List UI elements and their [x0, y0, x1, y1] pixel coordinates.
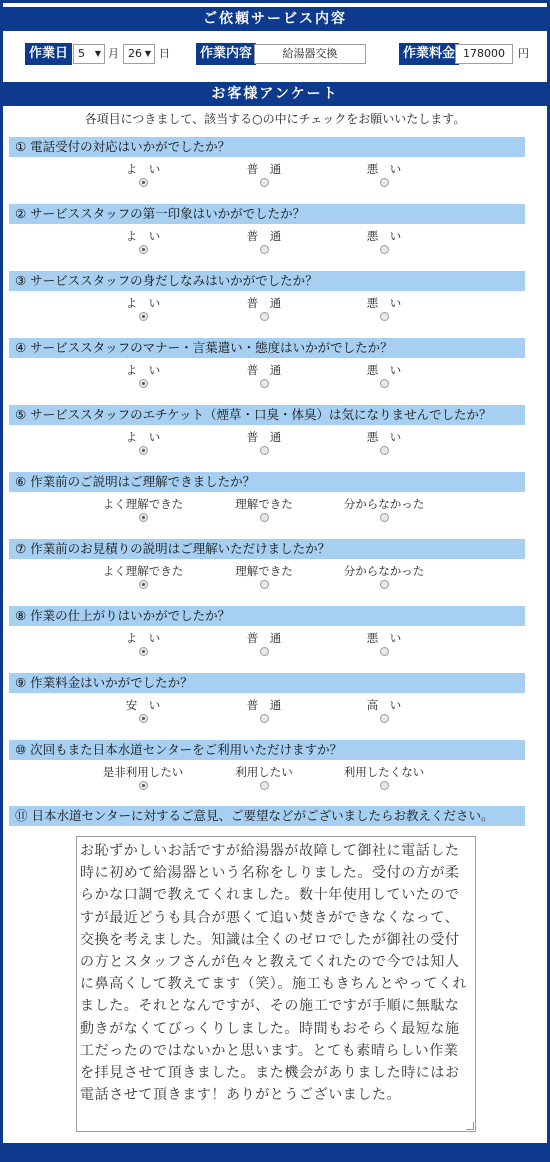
question-4-label: ④ サービススタッフのマナー・言葉遣い・態度はいかがでしたか？ — [9, 338, 525, 358]
option-label: 普 通 — [246, 631, 282, 645]
radio-button[interactable] — [260, 245, 269, 254]
radio-button[interactable] — [260, 580, 269, 589]
question-1-option-1 — [83, 162, 203, 187]
intro-text: 各項目につきまして、該当する○の中にチェックをお願いいたします。 — [84, 112, 466, 126]
work-date-label: 作業日 — [25, 43, 72, 65]
question-3-option-1 — [83, 296, 203, 321]
radio-button[interactable] — [260, 178, 269, 187]
radio-button[interactable] — [380, 580, 389, 589]
question-8-option-2 — [204, 631, 324, 656]
option-label: 普 通 — [246, 296, 282, 310]
radio-button[interactable] — [139, 379, 148, 388]
radio-button[interactable] — [260, 714, 269, 723]
question-9-option-2 — [204, 698, 324, 723]
option-label: よ い — [125, 162, 161, 176]
month-suffix: 月 — [108, 47, 119, 60]
radio-button[interactable] — [139, 781, 148, 790]
question-10-option-2 — [204, 765, 324, 790]
question-3-option-2 — [204, 296, 324, 321]
question-10-option-3 — [324, 765, 444, 790]
option-label: 普 通 — [246, 698, 282, 712]
radio-button[interactable] — [139, 513, 148, 522]
question-4-option-3 — [324, 363, 444, 388]
question-2-option-2 — [204, 229, 324, 254]
chevron-down-icon: ▼ — [144, 49, 151, 58]
question-9-option-3 — [324, 698, 444, 723]
radio-button[interactable] — [139, 714, 148, 723]
question-8-option-1 — [83, 631, 203, 656]
day-value: 26 — [128, 47, 142, 60]
day-select[interactable] — [123, 44, 155, 64]
work-content-label: 作業内容 — [196, 43, 256, 65]
question-7-option-3 — [324, 564, 444, 589]
question-1-option-3 — [324, 162, 444, 187]
radio-button[interactable] — [139, 312, 148, 321]
question-2-option-1 — [83, 229, 203, 254]
option-label: 悪 い — [366, 430, 402, 444]
option-label: よ い — [125, 363, 161, 377]
option-label: 理解できた — [235, 497, 293, 511]
radio-button[interactable] — [260, 513, 269, 522]
option-label: 悪 い — [366, 162, 402, 176]
option-label: 普 通 — [246, 162, 282, 176]
footer-bar — [3, 1143, 547, 1159]
radio-button[interactable] — [380, 781, 389, 790]
option-label: 理解できた — [235, 564, 293, 578]
question-4-option-1 — [83, 363, 203, 388]
question-7-option-1 — [83, 564, 203, 589]
option-label: 普 通 — [246, 229, 282, 243]
radio-button[interactable] — [380, 379, 389, 388]
option-label: よ い — [125, 430, 161, 444]
radio-button[interactable] — [260, 312, 269, 321]
question-2-option-3 — [324, 229, 444, 254]
radio-button[interactable] — [260, 379, 269, 388]
option-label: 悪 い — [366, 631, 402, 645]
question-3-option-3 — [324, 296, 444, 321]
option-label: よ い — [125, 296, 161, 310]
question-1-label: ① 電話受付の対応はいかがでしたか？ — [9, 137, 525, 157]
service-header: ご依頼サービス内容 — [3, 7, 547, 31]
radio-button[interactable] — [139, 446, 148, 455]
question-5-label: ⑤ サービススタッフのエチケット（煙草・口臭・体臭）は気になりませんでしたか？ — [9, 405, 525, 425]
question-4-option-2 — [204, 363, 324, 388]
question-11-label: ⑪ 日本水道センターに対するご意見、ご要望などがございましたらお教えください。 — [9, 806, 525, 826]
day-suffix: 日 — [159, 47, 170, 60]
comment-textarea[interactable] — [76, 836, 476, 1132]
radio-button[interactable] — [139, 647, 148, 656]
option-label: 悪 い — [366, 296, 402, 310]
radio-button[interactable] — [139, 245, 148, 254]
option-label: よく理解できた — [102, 497, 184, 511]
option-label: 利用したい — [235, 765, 293, 779]
option-label: 悪 い — [366, 229, 402, 243]
survey-header: お客様アンケート — [3, 82, 547, 106]
radio-button[interactable] — [380, 312, 389, 321]
question-8-label: ⑧ 作業の仕上がりはいかがでしたか？ — [9, 606, 525, 626]
service-info-row — [3, 32, 547, 76]
question-5-option-2 — [204, 430, 324, 455]
fee-suffix: 円 — [518, 47, 529, 60]
option-label: 普 通 — [246, 430, 282, 444]
question-1-option-2 — [204, 162, 324, 187]
question-9-option-1 — [83, 698, 203, 723]
option-label: 利用したくない — [343, 765, 425, 779]
radio-button[interactable] — [380, 513, 389, 522]
question-7-option-2 — [204, 564, 324, 589]
question-9-label: ⑨ 作業料金はいかがでしたか？ — [9, 673, 525, 693]
radio-button[interactable] — [380, 446, 389, 455]
question-6-option-2 — [204, 497, 324, 522]
option-label: 分からなかった — [343, 497, 425, 511]
radio-button[interactable] — [260, 781, 269, 790]
month-value: 5 — [78, 47, 85, 60]
option-label: 高 い — [366, 698, 402, 712]
option-label: 普 通 — [246, 363, 282, 377]
question-6-option-1 — [83, 497, 203, 522]
question-10-option-1 — [83, 765, 203, 790]
question-8-option-3 — [324, 631, 444, 656]
work-fee-label: 作業料金 — [399, 43, 459, 65]
question-7-label: ⑦ 作業前のお見積りの説明はご理解いただけましたか？ — [9, 539, 525, 559]
radio-button[interactable] — [139, 580, 148, 589]
question-6-label: ⑥ 作業前のご説明はご理解できましたか？ — [9, 472, 525, 492]
work-content-field[interactable]: 給湯器交換 — [254, 44, 366, 64]
question-3-label: ③ サービススタッフの身だしなみはいかがでしたか？ — [9, 271, 525, 291]
month-select[interactable] — [73, 44, 105, 64]
radio-button[interactable] — [380, 178, 389, 187]
question-5-option-1 — [83, 430, 203, 455]
option-label: 安 い — [125, 698, 161, 712]
option-label: 是非利用したい — [102, 765, 184, 779]
radio-button[interactable] — [139, 178, 148, 187]
question-5-option-3 — [324, 430, 444, 455]
option-label: よ い — [125, 229, 161, 243]
option-label: 悪 い — [366, 363, 402, 377]
comment-text: お恥ずかしいお話ですが給湯器が故障して御社に電話した時に初めて給湯器という名称をしりました。受付の方が柔らかな口調で教えてくれました。数十年使用していたのですが最近どうも具合が悪くて追い焚きができなくなって、交換を考えました。知識は全くのゼロでしたが御社の受付の方とスタッフさんが色々と教えてくれたので今では知人に鼻高くして教えてます（笑）。施工もきちんとやってくれました。それとなんですが、その施工ですが手順に無駄な動きがなくてびっくりしました。時間もおそらく最短な施工だったのではないかと思います。とても素晴らしい作業を拝見させて頂きました。また機会がありました時にはお電話させて頂きます！ありがとうございました。 — [80, 843, 468, 1104]
radio-button[interactable] — [260, 446, 269, 455]
radio-button[interactable] — [380, 245, 389, 254]
radio-button[interactable] — [380, 714, 389, 723]
work-fee-field[interactable]: 178000 — [455, 44, 513, 64]
question-2-label: ② サービススタッフの第一印象はいかがでしたか？ — [9, 204, 525, 224]
option-label: よく理解できた — [102, 564, 184, 578]
resize-grip-icon[interactable] — [466, 1122, 474, 1130]
radio-button[interactable] — [260, 647, 269, 656]
radio-button[interactable] — [380, 647, 389, 656]
option-label: 分からなかった — [343, 564, 425, 578]
question-10-label: ⑩ 次回もまた日本水道センターをご利用いただけますか？ — [9, 740, 525, 760]
chevron-down-icon: ▼ — [94, 49, 101, 58]
question-6-option-3 — [324, 497, 444, 522]
option-label: よ い — [125, 631, 161, 645]
